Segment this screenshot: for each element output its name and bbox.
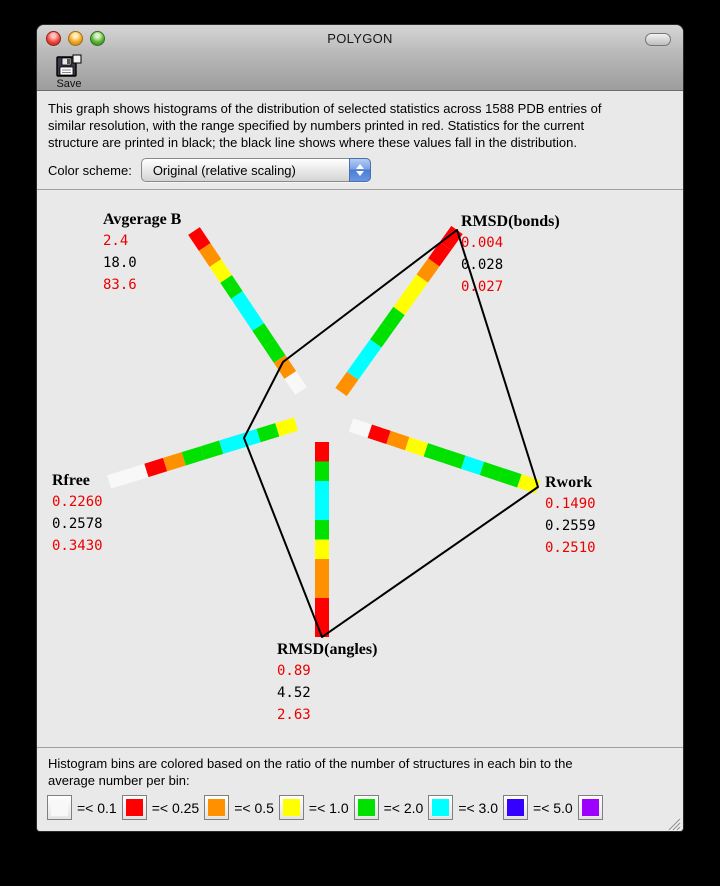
stat-value: 18.0 [103,255,137,271]
stat-min: 0.004 [461,235,504,251]
stat-max: 2.63 [277,707,311,723]
histogram-segment-axis2-8 [370,431,389,437]
histogram-segment-axis1-8 [353,360,365,376]
legend-swatch-color [126,799,143,816]
resize-grip[interactable] [668,818,681,831]
legend-bin-label: =< 1.0 [308,799,349,816]
zoom-button[interactable] [90,31,105,46]
legend-bin-label: =< 0.25 [151,799,200,816]
legend-note-line: Histogram bins are colored based on the ratio of the number of structures in each bin to the [48,756,573,771]
stat-value: 0.2578 [52,516,103,532]
histogram-segment-axis0-5 [248,311,259,327]
legend-note-line: average number per bin: [48,773,190,788]
stat-rfree [52,471,103,557]
window-title: POLYGON [327,31,393,46]
legend-swatch-color [51,799,68,816]
toolbar [37,53,683,91]
description-line: similar resolution, with the range specified by numbers printed in red. Statistics for the current [48,118,585,133]
toolbar-toggle-button[interactable] [645,33,671,46]
color-scheme-select[interactable] [141,158,371,182]
histogram-segment-axis3-5 [203,447,222,453]
stat-max: 0.027 [461,279,504,295]
stat-value: 0.028 [461,257,504,273]
histogram-segment-axis1-5 [387,311,399,327]
histogram-segment-axis1-4 [399,295,411,311]
stat-name: RMSD(angles) [277,641,378,658]
histogram-segment-axis1-9 [341,376,353,392]
histogram-segment-axis3-9 [277,424,296,430]
save-button-label: Save [56,78,82,90]
close-button[interactable] [46,31,61,46]
histogram-segment-axis0-7 [269,343,280,359]
histogram-segment-axis2-5 [426,450,445,456]
histogram-segment-axis0-3 [226,279,237,295]
histogram-segment-axis2-6 [407,444,426,450]
stat-name: RMSD(bonds) [461,213,560,230]
histogram-segment-axis3-0 [109,476,128,482]
legend-swatch-green [354,795,379,820]
legend-bin-label: =< 2.0 [383,799,424,816]
histogram-segment-axis0-2 [215,263,226,279]
stat-name: Rfree [52,472,90,489]
legend-bin-label: =< 3.0 [458,799,499,816]
polygon-window [36,24,684,832]
stat-rwork [545,473,596,559]
legend-swatch-purple [578,795,603,820]
legend-swatch-color [582,799,599,816]
stat-min: 0.2260 [52,494,103,510]
histogram-segment-axis2-0 [519,481,538,487]
minimize-button[interactable] [68,31,83,46]
histogram-segment-axis2-4 [445,456,464,462]
legend-swatch-red [122,795,147,820]
histogram-segment-axis0-9 [290,375,301,391]
legend-note [48,755,675,789]
histogram-segment-axis3-8 [259,430,278,436]
stat-name: Rwork [545,474,593,491]
histogram-segment-axis2-9 [351,425,370,431]
legend-swatch-color [507,799,524,816]
color-scheme-label: Color scheme: [48,162,132,178]
legend-swatch-yellow [279,795,304,820]
stat-max: 83.6 [103,277,137,293]
stat-name: Avgerage B [103,211,182,228]
legend-swatch-color [208,799,225,816]
histogram-segment-axis2-1 [501,475,520,481]
legend-swatch-color [432,799,449,816]
histogram-segment-axis3-4 [184,453,203,459]
legend-swatch-color [283,799,300,816]
save-button[interactable] [47,53,91,90]
description-text [48,100,675,151]
stat-rmsd-bonds [461,212,560,298]
histogram-segment-axis3-6 [221,441,240,447]
save-floppy-icon [56,54,82,79]
popup-stepper-icon [349,158,371,182]
histogram-segment-axis0-0 [194,231,205,247]
color-scheme-selected-value: Original (relative scaling) [152,162,296,178]
legend-swatch-orange [204,795,229,820]
titlebar[interactable] [37,25,683,53]
polygon-chart [37,190,683,747]
histogram-segment-axis1-6 [376,327,388,343]
description-line: This graph shows histograms of the distribution of selected statistics across 1588 PDB entries of [48,101,602,116]
legend-bin-label: =< 0.1 [77,799,117,816]
stat-value: 0.2559 [545,518,596,534]
histogram-segment-axis3-2 [146,465,165,471]
stat-min: 0.1490 [545,496,596,512]
histogram-segment-axis1-1 [434,246,446,262]
traffic-lights [46,31,105,46]
legend-swatch-blue [503,795,528,820]
legend-swatch-color [358,799,375,816]
stat-max: 0.3430 [52,538,103,554]
histogram-segment-axis0-4 [237,295,248,311]
histogram-segment-axis0-1 [205,247,216,263]
description-line: structure are printed in black; the black line shows where these values fall in the distribution. [48,135,577,150]
histogram-segment-axis1-2 [422,262,434,278]
legend-panel [37,747,683,832]
legend-swatch-cyan [428,795,453,820]
description-panel [37,91,683,190]
histogram-segment-axis1-3 [411,279,423,295]
stat-min: 2.4 [103,233,129,249]
stat-min: 0.89 [277,663,311,679]
stat-value: 4.52 [277,685,311,701]
histogram-segment-axis2-7 [388,437,407,443]
histogram-segment-axis3-7 [240,436,259,442]
legend-swatch-white [47,795,72,820]
stat-max: 0.2510 [545,540,596,556]
legend-bins-row [42,795,675,820]
legend-bin-label: =< 0.5 [234,799,274,816]
histogram-segment-axis3-1 [128,470,147,476]
legend-bin-label: =< 5.0 [533,799,573,816]
histogram-segment-axis2-2 [482,468,501,474]
stat-rmsd-angles [277,640,377,726]
stat-average-b [103,210,181,296]
histogram-segment-axis3-3 [165,459,184,465]
histogram-segment-axis1-7 [364,343,376,359]
histogram-segment-axis0-6 [258,327,269,343]
histogram-segment-axis2-3 [463,462,482,468]
